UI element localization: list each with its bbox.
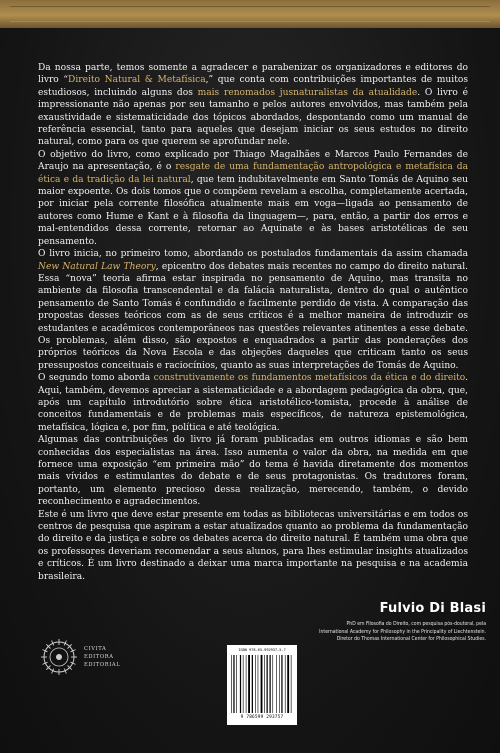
barcode-bar	[236, 655, 237, 713]
text-run: O objetivo do livro, como explicado por Thiago Magalhães e Marcos Paulo Fernandes de Araujo na apresentação, é o	[38, 149, 468, 173]
barcode-bar	[276, 655, 277, 713]
isbn-barcode	[227, 645, 297, 725]
barcode-bar	[281, 655, 282, 713]
text-run: . O livro é impressionante não apenas por seu tamanho e pelos autores envolvidos, mas também pela exaustividade e sistematicidade dos tópicos abordados, despontando como um manual de referência essencial, tanto para aqueles que desejam iniciar os seus estudos no direito natural, como para os que querem se aprofundar nele.	[38, 87, 468, 148]
publisher-line: EDITORA	[84, 654, 114, 660]
barcode-bars	[231, 655, 293, 713]
barcode-bar	[291, 655, 292, 713]
barcode-bar	[240, 655, 241, 713]
isbn-number: ISBN 978-65-992937-5-7	[238, 648, 286, 652]
barcode-bar	[248, 655, 250, 713]
text-run: . Aqui, também, devemos apreciar a sistematicidade e a abordagem pedagógica da obra, que, após um capítulo introdutório sobre ética aristotélico-tomista, procede à análise de conceitos fundamentais e de problemas mais específicos, de natureza epistemológica, metafísica, lógica e, por fim, política e até teológica.	[38, 373, 468, 433]
credential-line: PhD em Filosofia do Direito, com pesquisa pós-doutoral, pela	[346, 621, 486, 627]
paragraph	[38, 149, 468, 248]
barcode-bar	[252, 655, 253, 713]
highlighted-phrase: Direito Natural & Metafísica	[68, 75, 206, 86]
top-gold-band	[0, 0, 500, 28]
publisher-name	[84, 645, 120, 669]
text-run: , que tem indubitavelmente em Santo Tomás de Aquino seu maior expoente. Os dois tomos que o compõem revelam a escolha, completamente acertada, por iniciar pela corrente filosófica atualmente mais em voga—ligada ao pensamento de autores como Hume e Kant e à filosofia da linguagem—, para, então, a partir dos erros e mal-entendidos dessa corrente, retornar ao Aquinate e às bases aristotélicas de seu pensamento.	[38, 174, 469, 247]
barcode-bar	[267, 655, 268, 713]
highlighted-phrase: resgate de uma fundamentação antropológica e metafísica da ética e da tradição da lei natural	[38, 162, 468, 185]
text-run: O livro inicia, no primeiro tomo, abordando os postulados fundamentais da assim chamada	[38, 249, 468, 260]
barcode-bar	[233, 655, 234, 713]
highlighted-phrase: New Natural Law Theory	[38, 261, 156, 272]
review-text	[38, 62, 468, 583]
text-run: , epicentro dos debates mais recentes no campo do direito natural. Essa “nova” teoria afirma estar inspirada no pensamento de Aquino, mas transita no ambiente da filosofia transcendental e da falácia naturalista, dentro do qual o autêntico pensamento de Santo Tomás é confundido e facilmente perdido de vista. A comparação das propostas desses teóricos com as de seus críticos é a melhor maneira de introduzir os estudantes e acadêmicos contemporâneos nas questões relevantes atinentes a esse debate. Os problemas, além disso, são expostos e enquadrados a partir das ponderações dos próprios teóricos da Nova Escola e das objeções daqueles que criticam tanto os seus pressupostos conceituais e raciocínios, quanto as suas interpretações de Tomás de Aquino.	[38, 261, 468, 371]
barcode-bar	[255, 655, 256, 713]
barcode-bar	[279, 655, 280, 713]
paragraph	[38, 248, 468, 372]
barcode-bar	[272, 655, 273, 713]
barcode-bar	[269, 655, 270, 713]
paragraph	[38, 509, 468, 583]
text-run: ,” que conta com contribuições importantes de muitos estudiosos, incluindo alguns dos	[38, 75, 468, 98]
highlighted-phrase: construtivamente os fundamentos metafísicos da ética e do direito	[153, 373, 466, 384]
paragraph	[38, 434, 468, 508]
publisher-emblem-icon	[40, 638, 78, 676]
highlighted-phrase: mais renomados jusnaturalistas da atualidade	[197, 87, 418, 98]
publisher-line: EDITORIAL	[84, 662, 121, 668]
paragraph	[38, 62, 468, 149]
barcode-bar	[264, 655, 265, 713]
barcode-bar	[285, 655, 286, 713]
paragraph	[38, 372, 468, 434]
barcode-bar	[246, 655, 247, 713]
barcode-bar	[287, 655, 289, 713]
author-credentials	[246, 621, 486, 644]
barcode-digits: 9 786599 293757	[240, 715, 284, 720]
credential-line: Diretor do Thomas International Center for Philosophical Studies.	[336, 636, 486, 643]
publisher-logo	[40, 638, 180, 678]
text-run: O segundo tomo aborda	[38, 373, 154, 384]
text-run: Da nossa parte, temos somente a agradecer e parabenizar os organizadores e editores do livro “	[38, 63, 468, 86]
text-run: Algumas das contribuições do livro já foram publicadas em outros idiomas e são bem conhecidas dos especialistas na área. Isso aumenta o valor da obra, na medida em que fornece uma exposição “em primeira mão” do tema é havida diretamente dos momentos mais vívidos e estimulantes do debate e de seus protagonistas. Os tradutores foram, portanto, um elemento precioso dessa realização, merecendo, também, o devido reconhecimento e agradecimentos.	[38, 435, 468, 508]
barcode-bar	[261, 655, 263, 713]
barcode-bar	[231, 655, 232, 713]
publisher-line: CIVITA	[84, 646, 107, 652]
credential-line: International Academy for Philosophy in the Principality of Liechtenstein.	[319, 628, 486, 635]
author-name: Fulvio Di Blasi	[379, 601, 486, 616]
text-run: Este é um livro que deve estar presente em todas as bibliotecas universitárias e em todos os centros de pesquisa que aspiram a estar atualizados quanto ao problema da fundamentação do direito e da justiça e sobre os debates acerca do direito natural. É também uma obra que os professores deveriam recomendar a seus alunos, para lhes estimular insights atualizados e críticos. É um livro destinado a deixar uma marca importante na pesquisa e na academia brasileira.	[38, 509, 468, 582]
barcode-bar	[258, 655, 259, 713]
barcode-bar	[243, 655, 244, 713]
